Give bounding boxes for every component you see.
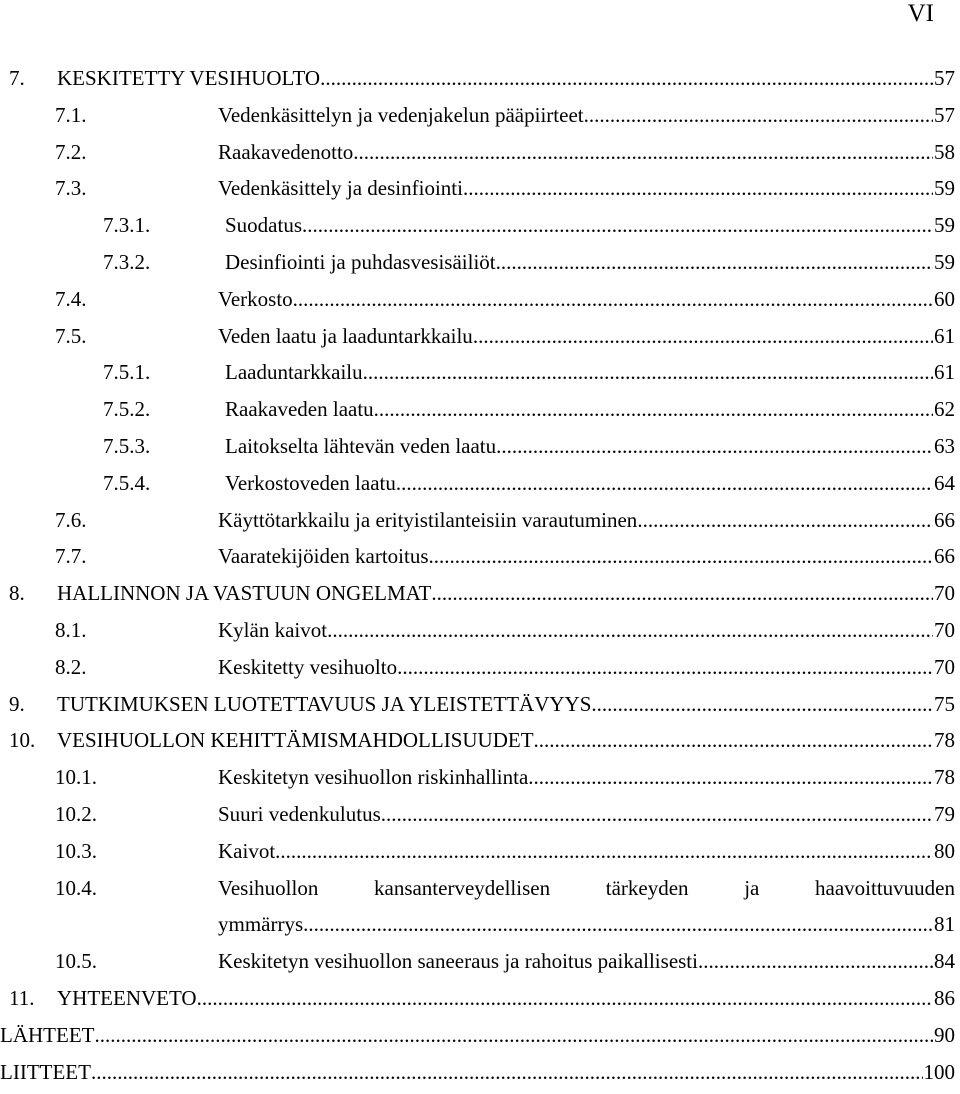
dot-leader <box>320 60 933 96</box>
toc-entry-title: Raakaveden laatu <box>225 397 374 422</box>
toc-entry-number: 7.2. <box>55 139 87 164</box>
toc-entry-number: 7.5.3. <box>103 434 151 458</box>
toc-entry-number: 7.5. <box>55 323 87 348</box>
dot-leader <box>463 170 933 206</box>
toc-entry-page: 66 <box>934 544 955 569</box>
toc-entry-page: 70 <box>934 654 955 679</box>
toc-entry[interactable] <box>0 244 960 280</box>
toc-entry[interactable] <box>0 649 960 685</box>
dot-leader <box>327 612 933 648</box>
toc-entry-title: HALLINNON JA VASTUUN ONGELMAT <box>57 581 432 606</box>
toc-entry-page: 66 <box>934 507 955 532</box>
dot-leader <box>396 465 933 501</box>
toc-entry-number: 7.3. <box>55 176 87 201</box>
toc-entry-number: 7.3.1. <box>103 213 151 238</box>
toc-entry-number: 7.7. <box>55 544 87 569</box>
toc-entry[interactable] <box>0 796 960 832</box>
toc-entry[interactable] <box>0 207 960 243</box>
toc-entry-number: 10.2. <box>55 802 97 826</box>
toc-entry-title: Vedenkäsittelyn ja vedenjakelun pääpiirteet <box>218 102 584 127</box>
toc-entry[interactable] <box>0 354 960 390</box>
dot-leader <box>431 575 933 611</box>
toc-entry-page: 59 <box>934 250 955 274</box>
toc-entry-page: 81 <box>934 912 955 937</box>
toc-entry-title: Vedenkäsittely ja desinfiointi <box>218 176 463 201</box>
dot-leader <box>496 244 933 280</box>
toc-entry-continuation[interactable] <box>0 906 960 942</box>
toc-entry-number: 10.3. <box>55 838 97 863</box>
toc-entry[interactable] <box>0 575 960 611</box>
toc-entry-page: 59 <box>934 176 955 201</box>
dot-leader <box>303 906 933 942</box>
toc-entry-page: 61 <box>934 360 955 385</box>
toc-entry-number: 8.1. <box>55 618 87 642</box>
toc-entry-page: 80 <box>934 838 955 863</box>
toc-entry-title: Verkosto <box>218 286 293 311</box>
dot-leader <box>94 1017 933 1053</box>
toc-entry[interactable] <box>0 722 960 758</box>
toc-entry-number: 10.5. <box>55 949 97 974</box>
toc-entry-title: Raakavedenotto <box>218 139 354 164</box>
toc-entry[interactable] <box>0 686 960 722</box>
toc-entry[interactable] <box>0 759 960 795</box>
toc-entry[interactable] <box>0 465 960 501</box>
toc-entry-title: VESIHUOLLON KEHITTÄMISMAHDOLLISUUDET <box>57 728 534 753</box>
dot-leader <box>496 428 933 464</box>
toc-entry-page: 70 <box>934 618 955 642</box>
toc-entry-number: 11. <box>9 986 35 1010</box>
dot-leader <box>302 207 933 243</box>
toc-entry[interactable] <box>0 943 960 979</box>
toc-entry-number: 9. <box>9 691 25 716</box>
toc-entry-page: 60 <box>934 286 955 311</box>
toc-entry-number: 10.1. <box>55 765 97 790</box>
toc-entry-page: 84 <box>934 949 955 974</box>
dot-leader <box>429 538 933 574</box>
dot-leader <box>275 833 933 869</box>
dot-leader <box>293 281 933 317</box>
dot-leader <box>197 980 933 1016</box>
dot-leader <box>534 722 933 758</box>
toc-entry-page: 75 <box>934 691 955 716</box>
toc-entry[interactable] <box>0 281 960 317</box>
toc-entry[interactable] <box>0 612 960 648</box>
toc-entry-title: Veden laatu ja laaduntarkkailu <box>218 323 473 348</box>
toc-entry-title: Kylän kaivot <box>218 618 328 642</box>
toc-entry-page: 58 <box>934 139 955 164</box>
toc-entry-page: 57 <box>934 102 955 127</box>
toc-entry-title: Verkostoveden laatu <box>225 470 396 495</box>
dot-leader <box>397 649 933 685</box>
toc-entry-number: 8.2. <box>55 654 87 679</box>
toc-entry-number: 7.1. <box>55 102 87 127</box>
toc-entry-title: Desinfiointi ja puhdasvesisäiliöt <box>225 250 496 274</box>
toc-entry[interactable] <box>0 391 960 427</box>
dot-leader <box>591 686 933 722</box>
toc-entry[interactable] <box>0 502 960 538</box>
toc-entry-number: 10. <box>9 728 36 753</box>
toc-entry-title: Kaivot <box>218 838 276 863</box>
toc-entry[interactable] <box>0 170 960 206</box>
toc-entry-number: 7.5.4. <box>103 470 151 495</box>
toc-entry-title: LÄHTEET <box>0 1022 95 1047</box>
toc-entry-page: 64 <box>934 470 955 495</box>
toc-entry[interactable] <box>0 980 960 1016</box>
toc-entry-title: Käyttötarkkailu ja erityistilanteisiin varautuminen <box>218 507 638 532</box>
dot-leader <box>91 1054 923 1090</box>
toc-entry-title-line: Vesihuollon kansanterveydellisen tärkeyden ja haavoittuvuuden <box>218 875 955 900</box>
toc-entry[interactable] <box>0 1054 960 1090</box>
toc-entry-page: 90 <box>934 1022 955 1047</box>
toc-entry-title: Laaduntarkkailu <box>225 360 363 385</box>
toc-entry[interactable] <box>0 538 960 574</box>
toc-entry-page: 62 <box>934 397 955 422</box>
dot-leader <box>374 391 933 427</box>
toc-entry-page: 70 <box>934 581 955 606</box>
dot-leader <box>584 97 933 133</box>
dot-leader <box>363 354 933 390</box>
toc-entry-number: 7.4. <box>55 286 87 311</box>
dot-leader <box>473 318 933 354</box>
toc-entry[interactable] <box>0 318 960 354</box>
toc-entry-number: 7.6. <box>55 507 87 532</box>
toc-entry-page: 79 <box>934 802 955 826</box>
dot-leader <box>698 943 933 979</box>
toc-entry-page: 61 <box>934 323 955 348</box>
dot-leader <box>637 502 933 538</box>
toc-entry[interactable] <box>0 870 960 906</box>
toc-entry-page: 63 <box>934 434 955 458</box>
toc-entry-page: 78 <box>934 765 955 790</box>
toc-entry-title: KESKITETTY VESIHUOLTO <box>57 66 321 90</box>
toc-entry-number: 10.4. <box>55 875 97 900</box>
toc-entry-title: ymmärrys <box>218 912 304 937</box>
toc-entry[interactable] <box>0 60 960 96</box>
toc-entry-number: 7. <box>9 66 25 90</box>
toc-entry-number: 8. <box>9 581 25 606</box>
toc-entry[interactable] <box>0 1017 960 1053</box>
toc-entry-number: 7.3.2. <box>103 250 151 274</box>
dot-leader <box>381 796 933 832</box>
toc-entry[interactable] <box>0 97 960 133</box>
toc-entry[interactable] <box>0 833 960 869</box>
toc-entry-title: Laitokselta lähtevän veden laatu <box>225 434 497 458</box>
toc-entry-title: TUTKIMUKSEN LUOTETTAVUUS JA YLEISTETTÄVYYS <box>57 691 592 716</box>
toc-entry-title: Keskitetyn vesihuollon saneeraus ja rahoitus paikallisesti <box>218 949 698 974</box>
toc-entry-number: 7.5.1. <box>103 360 151 385</box>
toc-entry-page: 86 <box>934 986 955 1010</box>
toc-entry-title: Suuri vedenkulutus <box>218 802 381 826</box>
toc-entry-title: Suodatus <box>225 213 303 238</box>
toc-entry-page: 100 <box>923 1059 955 1084</box>
toc-entry-number: 7.5.2. <box>103 397 151 422</box>
toc-entry-title: Vaaratekijöiden kartoitus <box>218 544 429 569</box>
toc-entry-title: Keskitetty vesihuolto <box>218 654 398 679</box>
toc-entry[interactable] <box>0 134 960 170</box>
toc-entry[interactable] <box>0 428 960 464</box>
toc-entry-title: YHTEENVETO <box>57 986 197 1010</box>
toc-entry-title: Keskitetyn vesihuollon riskinhallinta <box>218 765 529 790</box>
dot-leader <box>353 134 933 170</box>
toc-entry-title: LIITTEET <box>0 1059 91 1084</box>
page-number: VI <box>907 0 934 27</box>
toc-entry-page: 59 <box>934 213 955 238</box>
dot-leader <box>528 759 933 795</box>
toc-entry-page: 78 <box>934 728 955 753</box>
toc-entry-page: 57 <box>934 66 955 90</box>
